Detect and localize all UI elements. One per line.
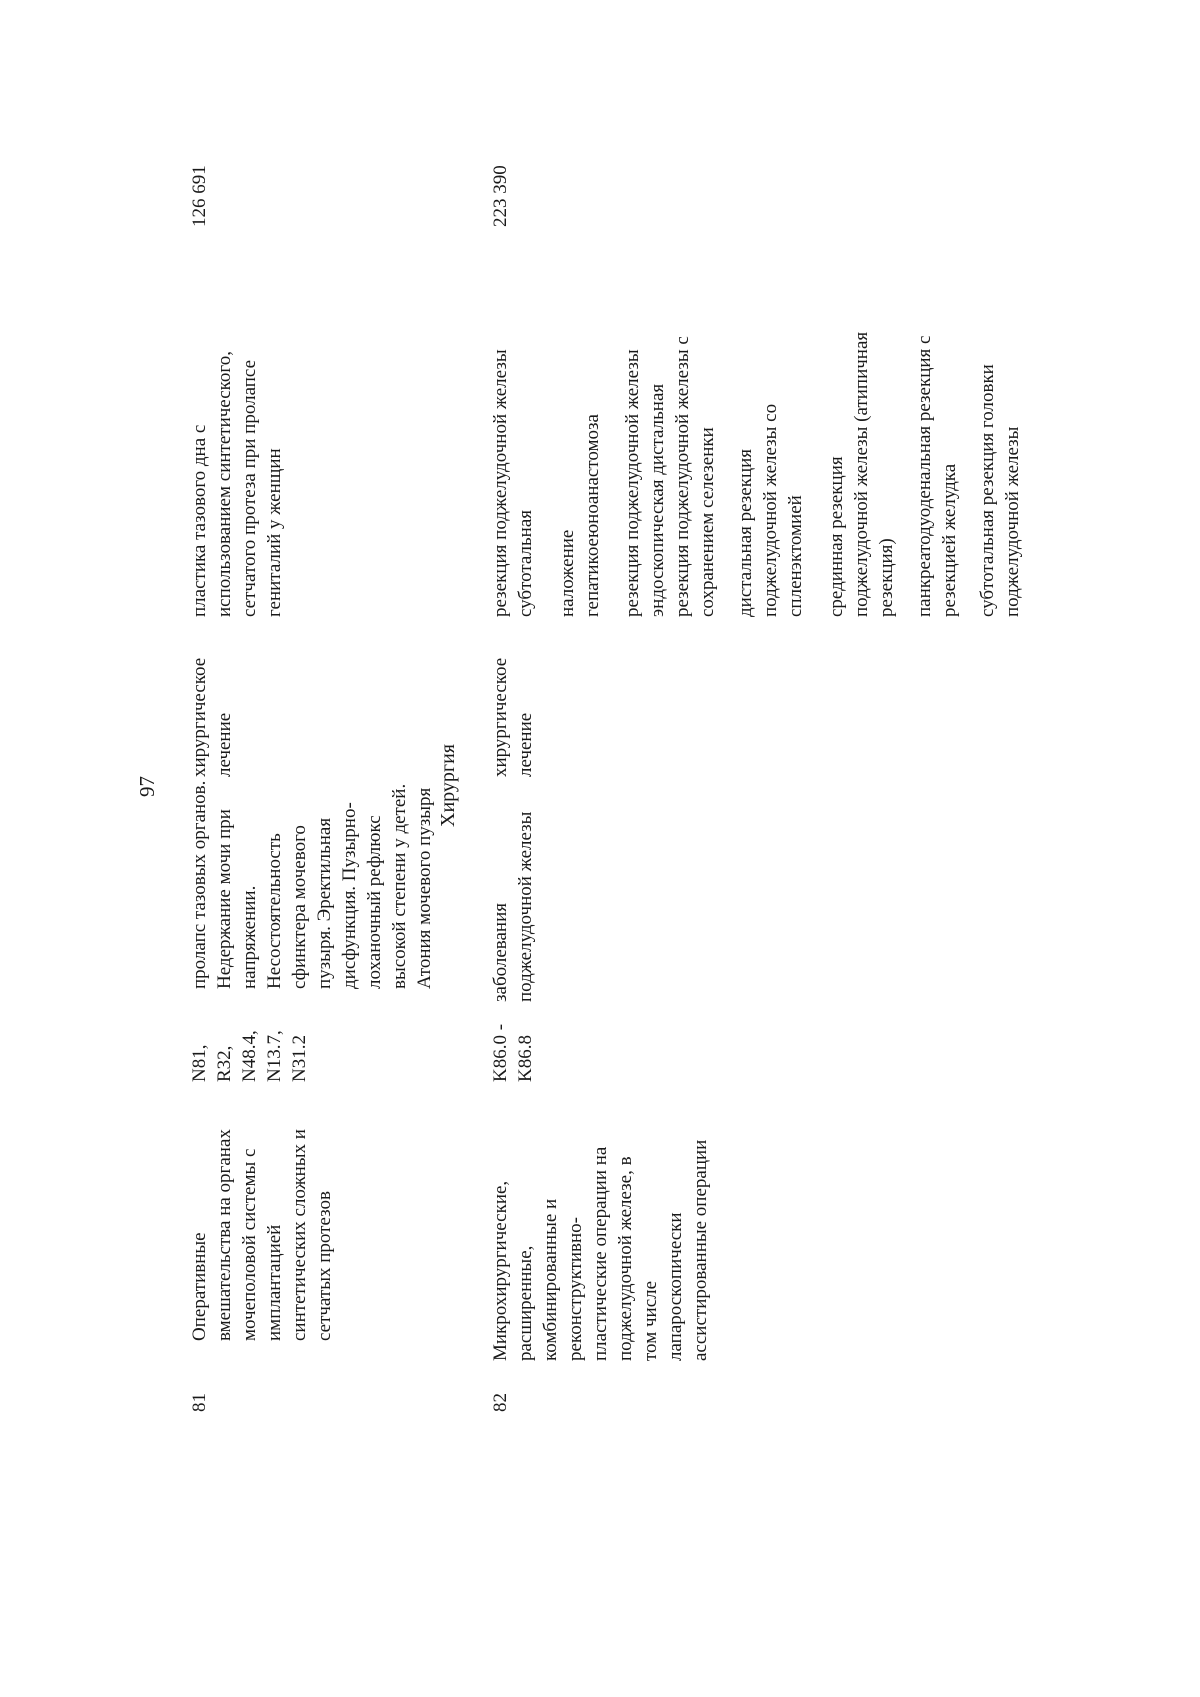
- text-line: поджелудочной железы со: [760, 403, 781, 617]
- row-number: 82: [490, 1393, 511, 1412]
- text-line: наложение: [557, 529, 578, 617]
- treatment-method-group: [555, 414, 605, 617]
- text-line: сохранением селезенки: [697, 427, 718, 617]
- text-line: комбинированные и: [540, 1198, 561, 1361]
- text-line: поджелудочной железы: [515, 811, 536, 1002]
- treatment-method-group: [975, 364, 1025, 617]
- cost-value: 126 691: [189, 165, 210, 227]
- text-line: лечение: [515, 712, 536, 777]
- code-line: K86.8: [515, 1035, 536, 1082]
- text-line: вмешательства на органах: [214, 1129, 235, 1341]
- treatment-method-group: [620, 336, 720, 617]
- text-line: дисфункция. Пузырно-: [339, 802, 360, 989]
- text-line: напряжении.: [239, 885, 260, 989]
- text-line: использованием синтетического,: [214, 351, 235, 617]
- text-line: пролапс тазовых органов.: [189, 780, 210, 989]
- treatment-type: [488, 658, 538, 777]
- text-line: резекция): [876, 538, 897, 617]
- text-line: пластические операции на: [590, 1146, 611, 1361]
- text-line: панкреатодуоденальная резекция с: [914, 335, 935, 617]
- text-line: спленэктомией: [785, 495, 806, 617]
- page-number: 97: [135, 776, 159, 797]
- text-line: хирургическое: [490, 657, 511, 777]
- code-line: K86.0 -: [490, 1023, 511, 1082]
- section-title: Хирургия: [437, 744, 459, 827]
- text-line: поджелудочной железы (атипичная: [851, 331, 872, 617]
- text-line: срединная резекция: [826, 456, 847, 617]
- code-line: N81,: [189, 1044, 210, 1082]
- text-line: резекцией желудка: [939, 463, 960, 617]
- treatment-method-group: [912, 336, 962, 617]
- text-line: поджелудочной железе, в: [615, 1156, 636, 1361]
- text-line: Несостоятельность: [264, 833, 285, 989]
- text-line: резекция поджелудочной железы: [490, 349, 511, 617]
- text-line: субтотальная резекция головки: [977, 364, 998, 617]
- text-line: заболевания: [490, 903, 511, 1002]
- text-line: сетчатых протезов: [314, 1191, 335, 1341]
- row-number: 81: [189, 1393, 210, 1412]
- text-line: хирургическое: [189, 657, 210, 777]
- text-line: реконструктивно-: [565, 1216, 586, 1361]
- text-line: том числе: [640, 1280, 661, 1361]
- text-line: Микрохирургические,: [490, 1180, 511, 1361]
- text-line: сетчатого протеза при пролапсе: [239, 359, 260, 617]
- text-line: лоханочный рефлюкс: [364, 815, 385, 989]
- text-line: высокой степени у детей.: [389, 783, 410, 989]
- text-line: поджелудочной железы: [1002, 426, 1023, 617]
- text-line: имплантацией: [264, 1224, 285, 1341]
- text-line: эндоскопическая дистальная: [647, 383, 668, 617]
- text-line: резекция поджелудочной железы с: [672, 336, 693, 617]
- text-line: мочеполовой системы с: [239, 1148, 260, 1341]
- text-line: расширенные,: [515, 1245, 536, 1361]
- treatment-methods: [187, 351, 287, 617]
- code-line: N13.7,: [264, 1030, 285, 1082]
- text-line: резекция поджелудочной железы: [622, 349, 643, 617]
- text-line: лапароскопически: [665, 1212, 686, 1361]
- text-line: гениталий у женщин: [264, 448, 285, 617]
- intervention-name: [488, 1140, 713, 1361]
- treatment-method-group: [824, 332, 899, 617]
- text-line: гепатикоеюноанастомоза: [582, 414, 603, 617]
- treatment-method-group: [733, 404, 808, 617]
- cost-value: 223 390: [490, 165, 511, 227]
- icd-codes: [488, 1024, 538, 1082]
- diagnosis: [488, 812, 538, 1002]
- text-line: сфинктера мочевого: [289, 825, 310, 989]
- text-line: Оперативные: [189, 1232, 210, 1341]
- text-line: дистальная резекция: [735, 448, 756, 617]
- text-line: лечение: [214, 712, 235, 777]
- text-line: пузыря. Эректильная: [314, 817, 335, 989]
- code-line: N31.2: [289, 1035, 310, 1082]
- text-line: ассистированные операции: [690, 1139, 711, 1361]
- treatment-method-group: [488, 349, 538, 617]
- text-line: Атония мочевого пузыря: [414, 787, 435, 989]
- text-line: синтетических сложных и: [289, 1129, 310, 1341]
- treatment-type: [187, 658, 237, 777]
- text-line: субтотальная: [515, 509, 536, 617]
- intervention-name: [187, 1129, 337, 1341]
- text-line: Недержание мочи при: [214, 809, 235, 989]
- code-line: R32,: [214, 1045, 235, 1082]
- code-line: N48.4,: [239, 1030, 260, 1082]
- diagnosis: [187, 781, 437, 989]
- icd-codes: [187, 1030, 312, 1082]
- text-line: пластика тазового дна с: [189, 424, 210, 617]
